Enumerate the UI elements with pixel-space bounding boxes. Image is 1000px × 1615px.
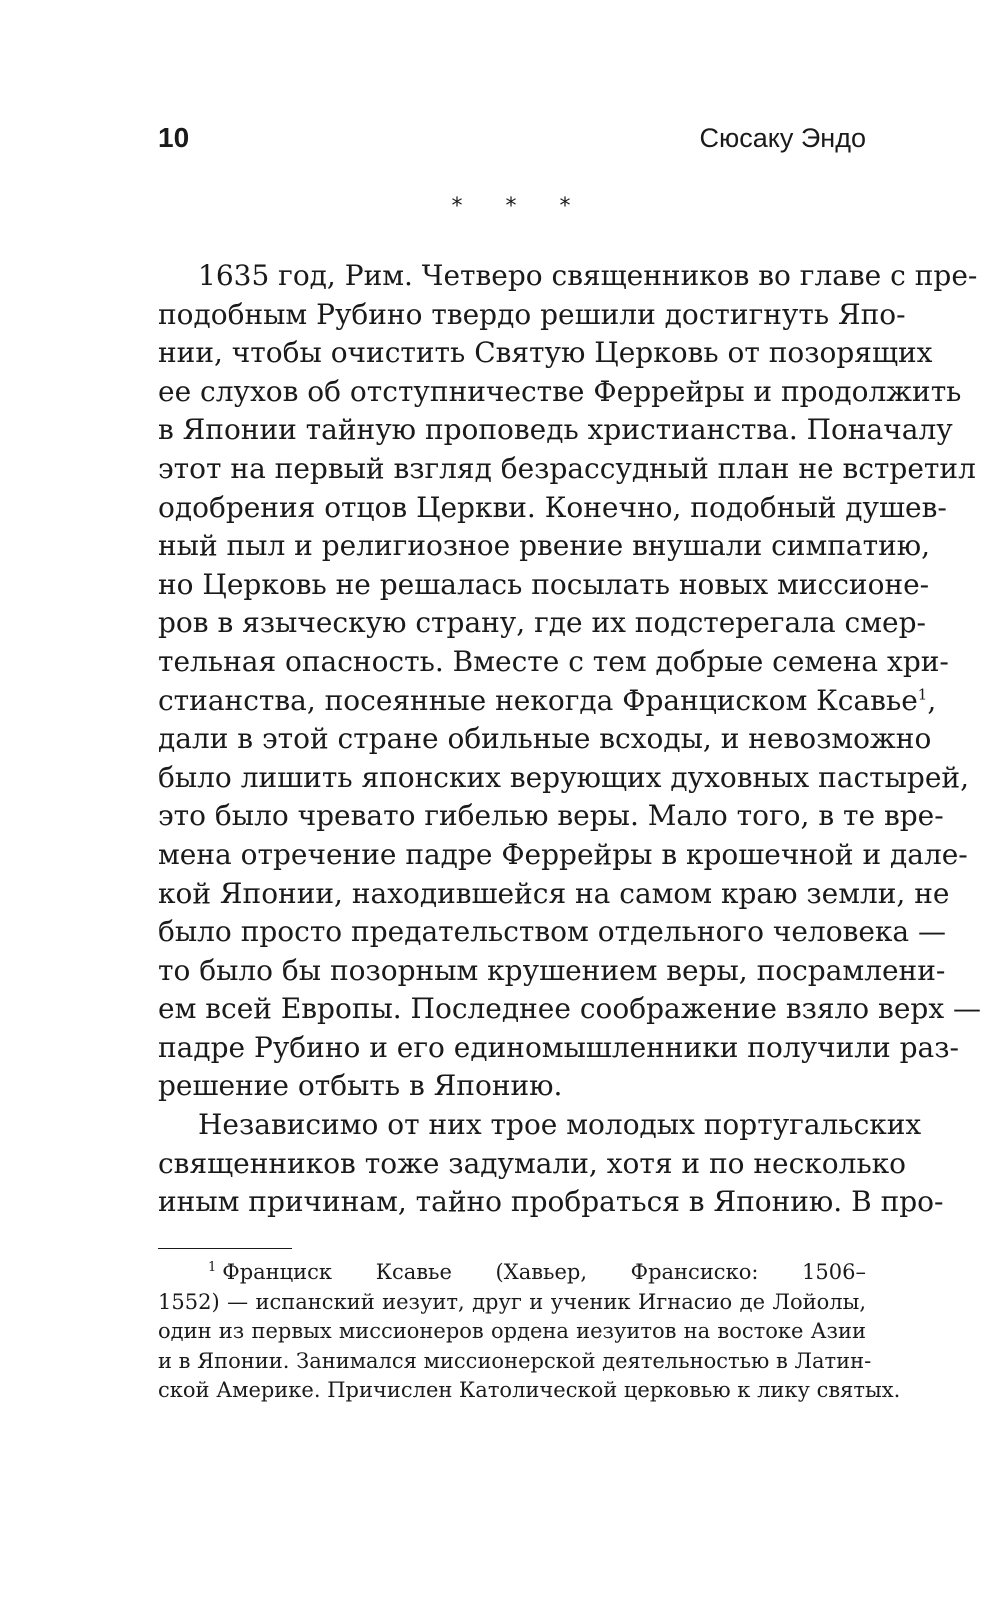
main-text — [158, 257, 982, 1222]
text-line: подобным Рубино твердо решили достигнуть Япо- — [158, 297, 906, 331]
text-line: одобрения отцов Церкви. Конечно, подобный душев- — [158, 490, 947, 524]
text-line: нии, чтобы очистить Святую Церковь от позорящих — [158, 336, 933, 370]
text-line: иным причинам, тайно пробраться в Японию. В про- — [158, 1185, 944, 1219]
page-number: 10 — [158, 122, 190, 153]
footnote-mark: 1 — [208, 1260, 217, 1275]
text-line: ем всей Европы. Последнее соображение взяло верх — — [158, 992, 982, 1026]
text-line: было лишить японских верующих духовных пастырей, — [158, 760, 969, 794]
text-line: было просто предательством отдельного человека — — [158, 915, 947, 949]
footnote-line — [158, 1258, 866, 1288]
text-line-fragment: стианства, посеянные некогда Франциском Ксавье — [158, 683, 918, 717]
text-line: но Церковь не решалась посылать новых миссионе- — [158, 567, 930, 601]
running-head-author: Сюсаку Эндо — [699, 123, 866, 153]
text-punctuation: , — [927, 683, 937, 717]
text-line: мена отречение падре Феррейры в крошечной и дале- — [158, 837, 968, 871]
paragraph-1 — [158, 257, 982, 1106]
text-line: священников тоже задумали, хотя и по несколько — [158, 1146, 907, 1180]
text-line: падре Рубино и его единомышленники получили раз- — [158, 1030, 959, 1064]
footnote-divider — [158, 1248, 292, 1249]
footnote-line: ской Америке. Причислен Католической церковью к лику святых. — [158, 1378, 901, 1402]
text-line: Независимо от них трое молодых португальских — [198, 1108, 922, 1142]
text-line: ее слухов об отступничестве Феррейры и продолжить — [158, 374, 962, 408]
text-line: это было чревато гибелью веры. Мало того, в те вре- — [158, 799, 944, 833]
footnote-line: 1552) — испанский иезуит, друг и ученик Игнасио де Лойолы, — [158, 1289, 866, 1314]
text-line: решение отбыть в Японию. — [158, 1069, 563, 1103]
text-line: 1635 год, Рим. Четверо священников во главе с пре- — [198, 259, 978, 292]
paragraph-2 — [158, 1106, 944, 1222]
footnote-line: и в Японии. Занимался миссионерской деятельностью в Латин- — [158, 1348, 872, 1373]
footnote-reference[interactable]: 1 — [917, 685, 928, 704]
text-line: в Японии тайную проповедь христианства. Поначалу — [158, 413, 953, 447]
text-line: то было бы позорным крушением веры, посрамлени- — [158, 953, 946, 987]
text-line: этот на первый взгляд безрассудный план не встретил — [158, 451, 976, 485]
section-separator: * * * — [451, 194, 589, 219]
text-line: ров в языческую страну, где их подстерегала смер- — [158, 606, 926, 640]
running-head — [158, 118, 866, 158]
text-line: ный пыл и религиозное рвение внушали симпатию, — [158, 529, 931, 563]
text-line: тельная опасность. Вместе с тем добрые семена хри- — [158, 644, 949, 678]
footnote — [158, 1258, 901, 1406]
text-line: кой Японии, находившейся на самом краю земли, не — [158, 876, 950, 910]
text-line-with-footnote — [158, 682, 937, 721]
footnote-line: один из первых миссионеров ордена иезуитов на востоке Азии — [158, 1319, 866, 1343]
text-line: дали в этой стране обильные всходы, и невозможно — [158, 722, 932, 756]
footnote-line-text: Франциск Ксавье (Хавьер, Франсиско: 1506– — [222, 1260, 866, 1284]
